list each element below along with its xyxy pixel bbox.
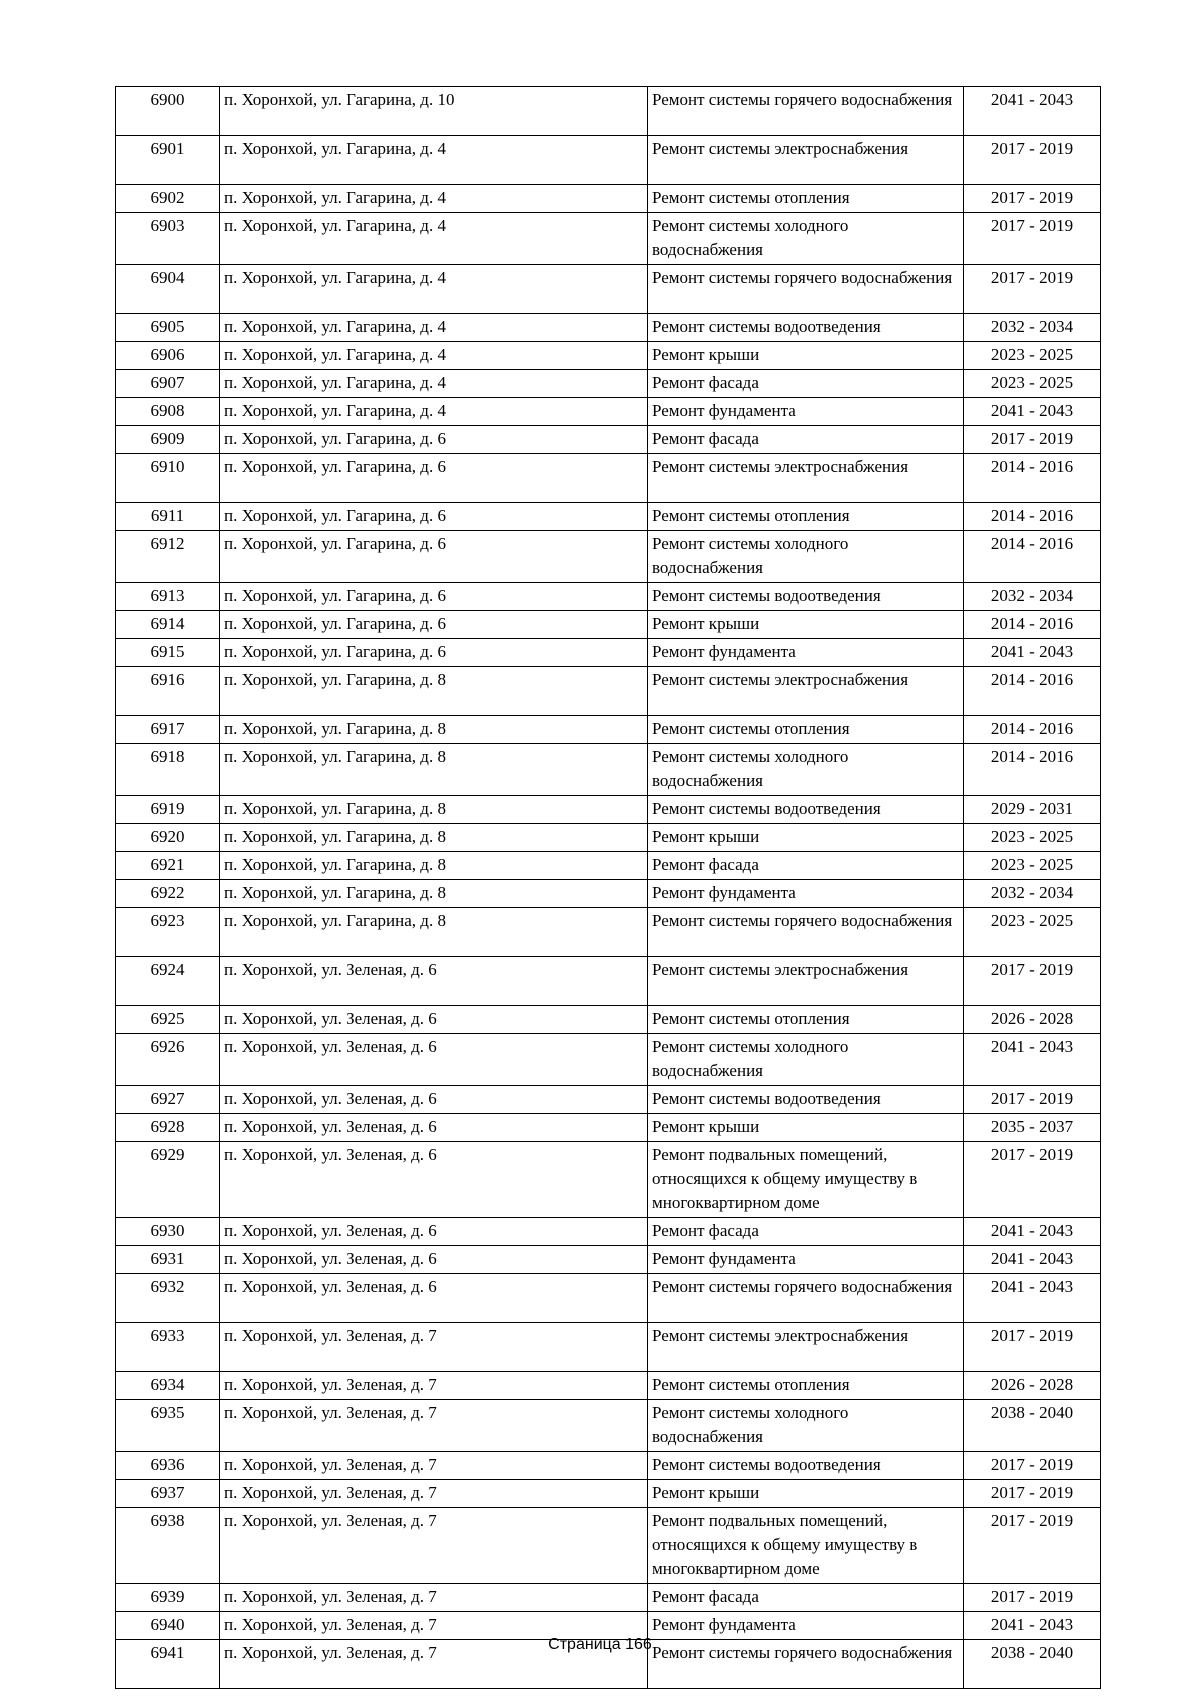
period-cell: 2026 - 2028 (964, 1006, 1101, 1034)
address-cell: п. Хоронхой, ул. Гагарина, д. 6 (220, 426, 648, 454)
table-row (116, 1452, 1101, 1480)
row-number: 6915 (116, 639, 220, 667)
address-cell: п. Хоронхой, ул. Гагарина, д. 6 (220, 531, 648, 583)
table-row (116, 1086, 1101, 1114)
table-row (116, 639, 1101, 667)
table-row (116, 136, 1101, 185)
row-number: 6941 (116, 1640, 220, 1689)
period-cell: 2017 - 2019 (964, 265, 1101, 314)
period-cell: 2041 - 2043 (964, 1612, 1101, 1640)
work-type-cell: Ремонт системы водоотведения (648, 796, 964, 824)
period-cell: 2017 - 2019 (964, 1142, 1101, 1218)
table-body (116, 87, 1101, 1689)
period-cell: 2035 - 2037 (964, 1114, 1101, 1142)
row-number: 6925 (116, 1006, 220, 1034)
address-cell: п. Хоронхой, ул. Гагарина, д. 4 (220, 314, 648, 342)
table-row (116, 265, 1101, 314)
table-row (116, 716, 1101, 744)
row-number: 6910 (116, 454, 220, 503)
address-cell: п. Хоронхой, ул. Зеленая, д. 6 (220, 1034, 648, 1086)
work-type-cell: Ремонт фасада (648, 426, 964, 454)
period-cell: 2023 - 2025 (964, 370, 1101, 398)
row-number: 6940 (116, 1612, 220, 1640)
address-cell: п. Хоронхой, ул. Зеленая, д. 7 (220, 1323, 648, 1372)
address-cell: п. Хоронхой, ул. Зеленая, д. 7 (220, 1400, 648, 1452)
work-type-cell: Ремонт фундамента (648, 880, 964, 908)
table-row (116, 908, 1101, 957)
work-type-cell: Ремонт системы холодного водоснабжения (648, 1400, 964, 1452)
address-cell: п. Хоронхой, ул. Гагарина, д. 4 (220, 342, 648, 370)
row-number: 6924 (116, 957, 220, 1006)
row-number: 6903 (116, 213, 220, 265)
work-type-cell: Ремонт системы отопления (648, 1372, 964, 1400)
table-row (116, 370, 1101, 398)
period-cell: 2017 - 2019 (964, 957, 1101, 1006)
row-number: 6914 (116, 611, 220, 639)
address-cell: п. Хоронхой, ул. Зеленая, д. 6 (220, 957, 648, 1006)
address-cell: п. Хоронхой, ул. Зеленая, д. 6 (220, 1006, 648, 1034)
row-number: 6938 (116, 1508, 220, 1584)
address-cell: п. Хоронхой, ул. Зеленая, д. 7 (220, 1584, 648, 1612)
work-type-cell: Ремонт фасада (648, 370, 964, 398)
period-cell: 2029 - 2031 (964, 796, 1101, 824)
address-cell: п. Хоронхой, ул. Гагарина, д. 8 (220, 824, 648, 852)
work-type-cell: Ремонт фундамента (648, 1612, 964, 1640)
table-row (116, 185, 1101, 213)
row-number: 6911 (116, 503, 220, 531)
period-cell: 2023 - 2025 (964, 342, 1101, 370)
period-cell: 2041 - 2043 (964, 398, 1101, 426)
period-cell: 2041 - 2043 (964, 1034, 1101, 1086)
table-row (116, 796, 1101, 824)
work-type-cell: Ремонт системы электроснабжения (648, 667, 964, 716)
row-number: 6909 (116, 426, 220, 454)
table-row (116, 426, 1101, 454)
address-cell: п. Хоронхой, ул. Зеленая, д. 6 (220, 1086, 648, 1114)
work-type-cell: Ремонт крыши (648, 1480, 964, 1508)
page-number: Страница 166 (548, 1636, 652, 1653)
period-cell: 2038 - 2040 (964, 1640, 1101, 1689)
address-cell: п. Хоронхой, ул. Гагарина, д. 4 (220, 185, 648, 213)
table-row (116, 1034, 1101, 1086)
table-row (116, 1218, 1101, 1246)
period-cell: 2041 - 2043 (964, 1218, 1101, 1246)
work-type-cell: Ремонт системы горячего водоснабжения (648, 908, 964, 957)
table-row (116, 1400, 1101, 1452)
table-row (116, 314, 1101, 342)
address-cell: п. Хоронхой, ул. Зеленая, д. 7 (220, 1372, 648, 1400)
address-cell: п. Хоронхой, ул. Гагарина, д. 6 (220, 503, 648, 531)
table-row (116, 1114, 1101, 1142)
row-number: 6912 (116, 531, 220, 583)
period-cell: 2041 - 2043 (964, 1246, 1101, 1274)
row-number: 6908 (116, 398, 220, 426)
period-cell: 2014 - 2016 (964, 531, 1101, 583)
work-type-cell: Ремонт фундамента (648, 398, 964, 426)
work-type-cell: Ремонт подвальных помещений, относящихся к общему имуществу в многоквартирном доме (648, 1508, 964, 1584)
address-cell: п. Хоронхой, ул. Гагарина, д. 4 (220, 136, 648, 185)
period-cell: 2017 - 2019 (964, 185, 1101, 213)
period-cell: 2017 - 2019 (964, 1584, 1101, 1612)
work-type-cell: Ремонт системы холодного водоснабжения (648, 213, 964, 265)
row-number: 6937 (116, 1480, 220, 1508)
period-cell: 2017 - 2019 (964, 426, 1101, 454)
work-type-cell: Ремонт системы водоотведения (648, 1086, 964, 1114)
work-type-cell: Ремонт фундамента (648, 639, 964, 667)
row-number: 6905 (116, 314, 220, 342)
period-cell: 2023 - 2025 (964, 852, 1101, 880)
work-type-cell: Ремонт системы электроснабжения (648, 1323, 964, 1372)
table-row (116, 1372, 1101, 1400)
work-type-cell: Ремонт системы водоотведения (648, 1452, 964, 1480)
table-row (116, 852, 1101, 880)
period-cell: 2032 - 2034 (964, 583, 1101, 611)
address-cell: п. Хоронхой, ул. Зеленая, д. 7 (220, 1508, 648, 1584)
work-type-cell: Ремонт системы холодного водоснабжения (648, 744, 964, 796)
table-row (116, 957, 1101, 1006)
table-row (116, 1323, 1101, 1372)
row-number: 6919 (116, 796, 220, 824)
row-number: 6934 (116, 1372, 220, 1400)
work-type-cell: Ремонт фундамента (648, 1246, 964, 1274)
address-cell: п. Хоронхой, ул. Зеленая, д. 6 (220, 1218, 648, 1246)
work-type-cell: Ремонт системы отопления (648, 185, 964, 213)
address-cell: п. Хоронхой, ул. Гагарина, д. 6 (220, 639, 648, 667)
period-cell: 2023 - 2025 (964, 908, 1101, 957)
period-cell: 2032 - 2034 (964, 880, 1101, 908)
address-cell: п. Хоронхой, ул. Зеленая, д. 7 (220, 1640, 648, 1689)
table-row (116, 213, 1101, 265)
table-row (116, 1142, 1101, 1218)
table-row (116, 342, 1101, 370)
row-number: 6916 (116, 667, 220, 716)
work-type-cell: Ремонт системы электроснабжения (648, 136, 964, 185)
address-cell: п. Хоронхой, ул. Гагарина, д. 6 (220, 583, 648, 611)
table-row (116, 824, 1101, 852)
address-cell: п. Хоронхой, ул. Гагарина, д. 8 (220, 796, 648, 824)
work-type-cell: Ремонт системы горячего водоснабжения (648, 87, 964, 136)
table-row (116, 531, 1101, 583)
period-cell: 2017 - 2019 (964, 1323, 1101, 1372)
row-number: 6913 (116, 583, 220, 611)
period-cell: 2038 - 2040 (964, 1400, 1101, 1452)
row-number: 6928 (116, 1114, 220, 1142)
address-cell: п. Хоронхой, ул. Зеленая, д. 7 (220, 1480, 648, 1508)
row-number: 6927 (116, 1086, 220, 1114)
table-row (116, 454, 1101, 503)
table-row (116, 1006, 1101, 1034)
address-cell: п. Хоронхой, ул. Гагарина, д. 6 (220, 611, 648, 639)
table-row (116, 744, 1101, 796)
row-number: 6922 (116, 880, 220, 908)
work-type-cell: Ремонт системы отопления (648, 716, 964, 744)
period-cell: 2014 - 2016 (964, 454, 1101, 503)
work-type-cell: Ремонт системы водоотведения (648, 583, 964, 611)
row-number: 6917 (116, 716, 220, 744)
address-cell: п. Хоронхой, ул. Гагарина, д. 8 (220, 744, 648, 796)
address-cell: п. Хоронхой, ул. Зеленая, д. 6 (220, 1142, 648, 1218)
work-type-cell: Ремонт подвальных помещений, относящихся к общему имуществу в многоквартирном доме (648, 1142, 964, 1218)
table-row (116, 1480, 1101, 1508)
work-type-cell: Ремонт фасада (648, 1584, 964, 1612)
table-row (116, 1274, 1101, 1323)
work-type-cell: Ремонт системы водоотведения (648, 314, 964, 342)
table-row (116, 87, 1101, 136)
period-cell: 2014 - 2016 (964, 744, 1101, 796)
work-type-cell: Ремонт крыши (648, 824, 964, 852)
period-cell: 2041 - 2043 (964, 639, 1101, 667)
row-number: 6933 (116, 1323, 220, 1372)
period-cell: 2014 - 2016 (964, 503, 1101, 531)
work-type-cell: Ремонт системы холодного водоснабжения (648, 531, 964, 583)
row-number: 6900 (116, 87, 220, 136)
period-cell: 2017 - 2019 (964, 1508, 1101, 1584)
address-cell: п. Хоронхой, ул. Гагарина, д. 8 (220, 716, 648, 744)
work-type-cell: Ремонт фасада (648, 1218, 964, 1246)
period-cell: 2014 - 2016 (964, 667, 1101, 716)
work-type-cell: Ремонт системы холодного водоснабжения (648, 1034, 964, 1086)
row-number: 6901 (116, 136, 220, 185)
address-cell: п. Хоронхой, ул. Гагарина, д. 8 (220, 908, 648, 957)
address-cell: п. Хоронхой, ул. Гагарина, д. 4 (220, 370, 648, 398)
row-number: 6939 (116, 1584, 220, 1612)
table-row (116, 583, 1101, 611)
row-number: 6931 (116, 1246, 220, 1274)
address-cell: п. Хоронхой, ул. Гагарина, д. 10 (220, 87, 648, 136)
period-cell: 2014 - 2016 (964, 716, 1101, 744)
period-cell: 2017 - 2019 (964, 213, 1101, 265)
period-cell: 2041 - 2043 (964, 1274, 1101, 1323)
address-cell: п. Хоронхой, ул. Гагарина, д. 4 (220, 398, 648, 426)
work-type-cell: Ремонт крыши (648, 1114, 964, 1142)
table-row (116, 667, 1101, 716)
address-cell: п. Хоронхой, ул. Гагарина, д. 8 (220, 880, 648, 908)
row-number: 6929 (116, 1142, 220, 1218)
row-number: 6907 (116, 370, 220, 398)
repair-schedule-table (115, 86, 1101, 1689)
row-number: 6920 (116, 824, 220, 852)
work-type-cell: Ремонт системы горячего водоснабжения (648, 265, 964, 314)
row-number: 6936 (116, 1452, 220, 1480)
address-cell: п. Хоронхой, ул. Гагарина, д. 8 (220, 667, 648, 716)
table-row (116, 611, 1101, 639)
row-number: 6921 (116, 852, 220, 880)
address-cell: п. Хоронхой, ул. Зеленая, д. 6 (220, 1246, 648, 1274)
table-row (116, 398, 1101, 426)
address-cell: п. Хоронхой, ул. Зеленая, д. 6 (220, 1274, 648, 1323)
period-cell: 2041 - 2043 (964, 87, 1101, 136)
period-cell: 2017 - 2019 (964, 1480, 1101, 1508)
work-type-cell: Ремонт системы горячего водоснабжения (648, 1274, 964, 1323)
address-cell: п. Хоронхой, ул. Гагарина, д. 4 (220, 213, 648, 265)
table-row (116, 1508, 1101, 1584)
period-cell: 2017 - 2019 (964, 1086, 1101, 1114)
period-cell: 2017 - 2019 (964, 1452, 1101, 1480)
work-type-cell: Ремонт системы электроснабжения (648, 454, 964, 503)
table-row (116, 880, 1101, 908)
work-type-cell: Ремонт крыши (648, 611, 964, 639)
row-number: 6932 (116, 1274, 220, 1323)
row-number: 6935 (116, 1400, 220, 1452)
work-type-cell: Ремонт крыши (648, 342, 964, 370)
row-number: 6930 (116, 1218, 220, 1246)
address-cell: п. Хоронхой, ул. Гагарина, д. 6 (220, 454, 648, 503)
period-cell: 2026 - 2028 (964, 1372, 1101, 1400)
work-type-cell: Ремонт системы горячего водоснабжения (648, 1640, 964, 1689)
table-row (116, 1584, 1101, 1612)
address-cell: п. Хоронхой, ул. Зеленая, д. 7 (220, 1612, 648, 1640)
period-cell: 2017 - 2019 (964, 136, 1101, 185)
period-cell: 2023 - 2025 (964, 824, 1101, 852)
row-number: 6904 (116, 265, 220, 314)
address-cell: п. Хоронхой, ул. Гагарина, д. 4 (220, 265, 648, 314)
address-cell: п. Хоронхой, ул. Зеленая, д. 6 (220, 1114, 648, 1142)
row-number: 6918 (116, 744, 220, 796)
address-cell: п. Хоронхой, ул. Гагарина, д. 8 (220, 852, 648, 880)
row-number: 6923 (116, 908, 220, 957)
table-row (116, 1246, 1101, 1274)
address-cell: п. Хоронхой, ул. Зеленая, д. 7 (220, 1452, 648, 1480)
period-cell: 2032 - 2034 (964, 314, 1101, 342)
work-type-cell: Ремонт системы отопления (648, 1006, 964, 1034)
work-type-cell: Ремонт фасада (648, 852, 964, 880)
row-number: 6926 (116, 1034, 220, 1086)
work-type-cell: Ремонт системы электроснабжения (648, 957, 964, 1006)
row-number: 6906 (116, 342, 220, 370)
row-number: 6902 (116, 185, 220, 213)
work-type-cell: Ремонт системы отопления (648, 503, 964, 531)
period-cell: 2014 - 2016 (964, 611, 1101, 639)
table-row (116, 503, 1101, 531)
